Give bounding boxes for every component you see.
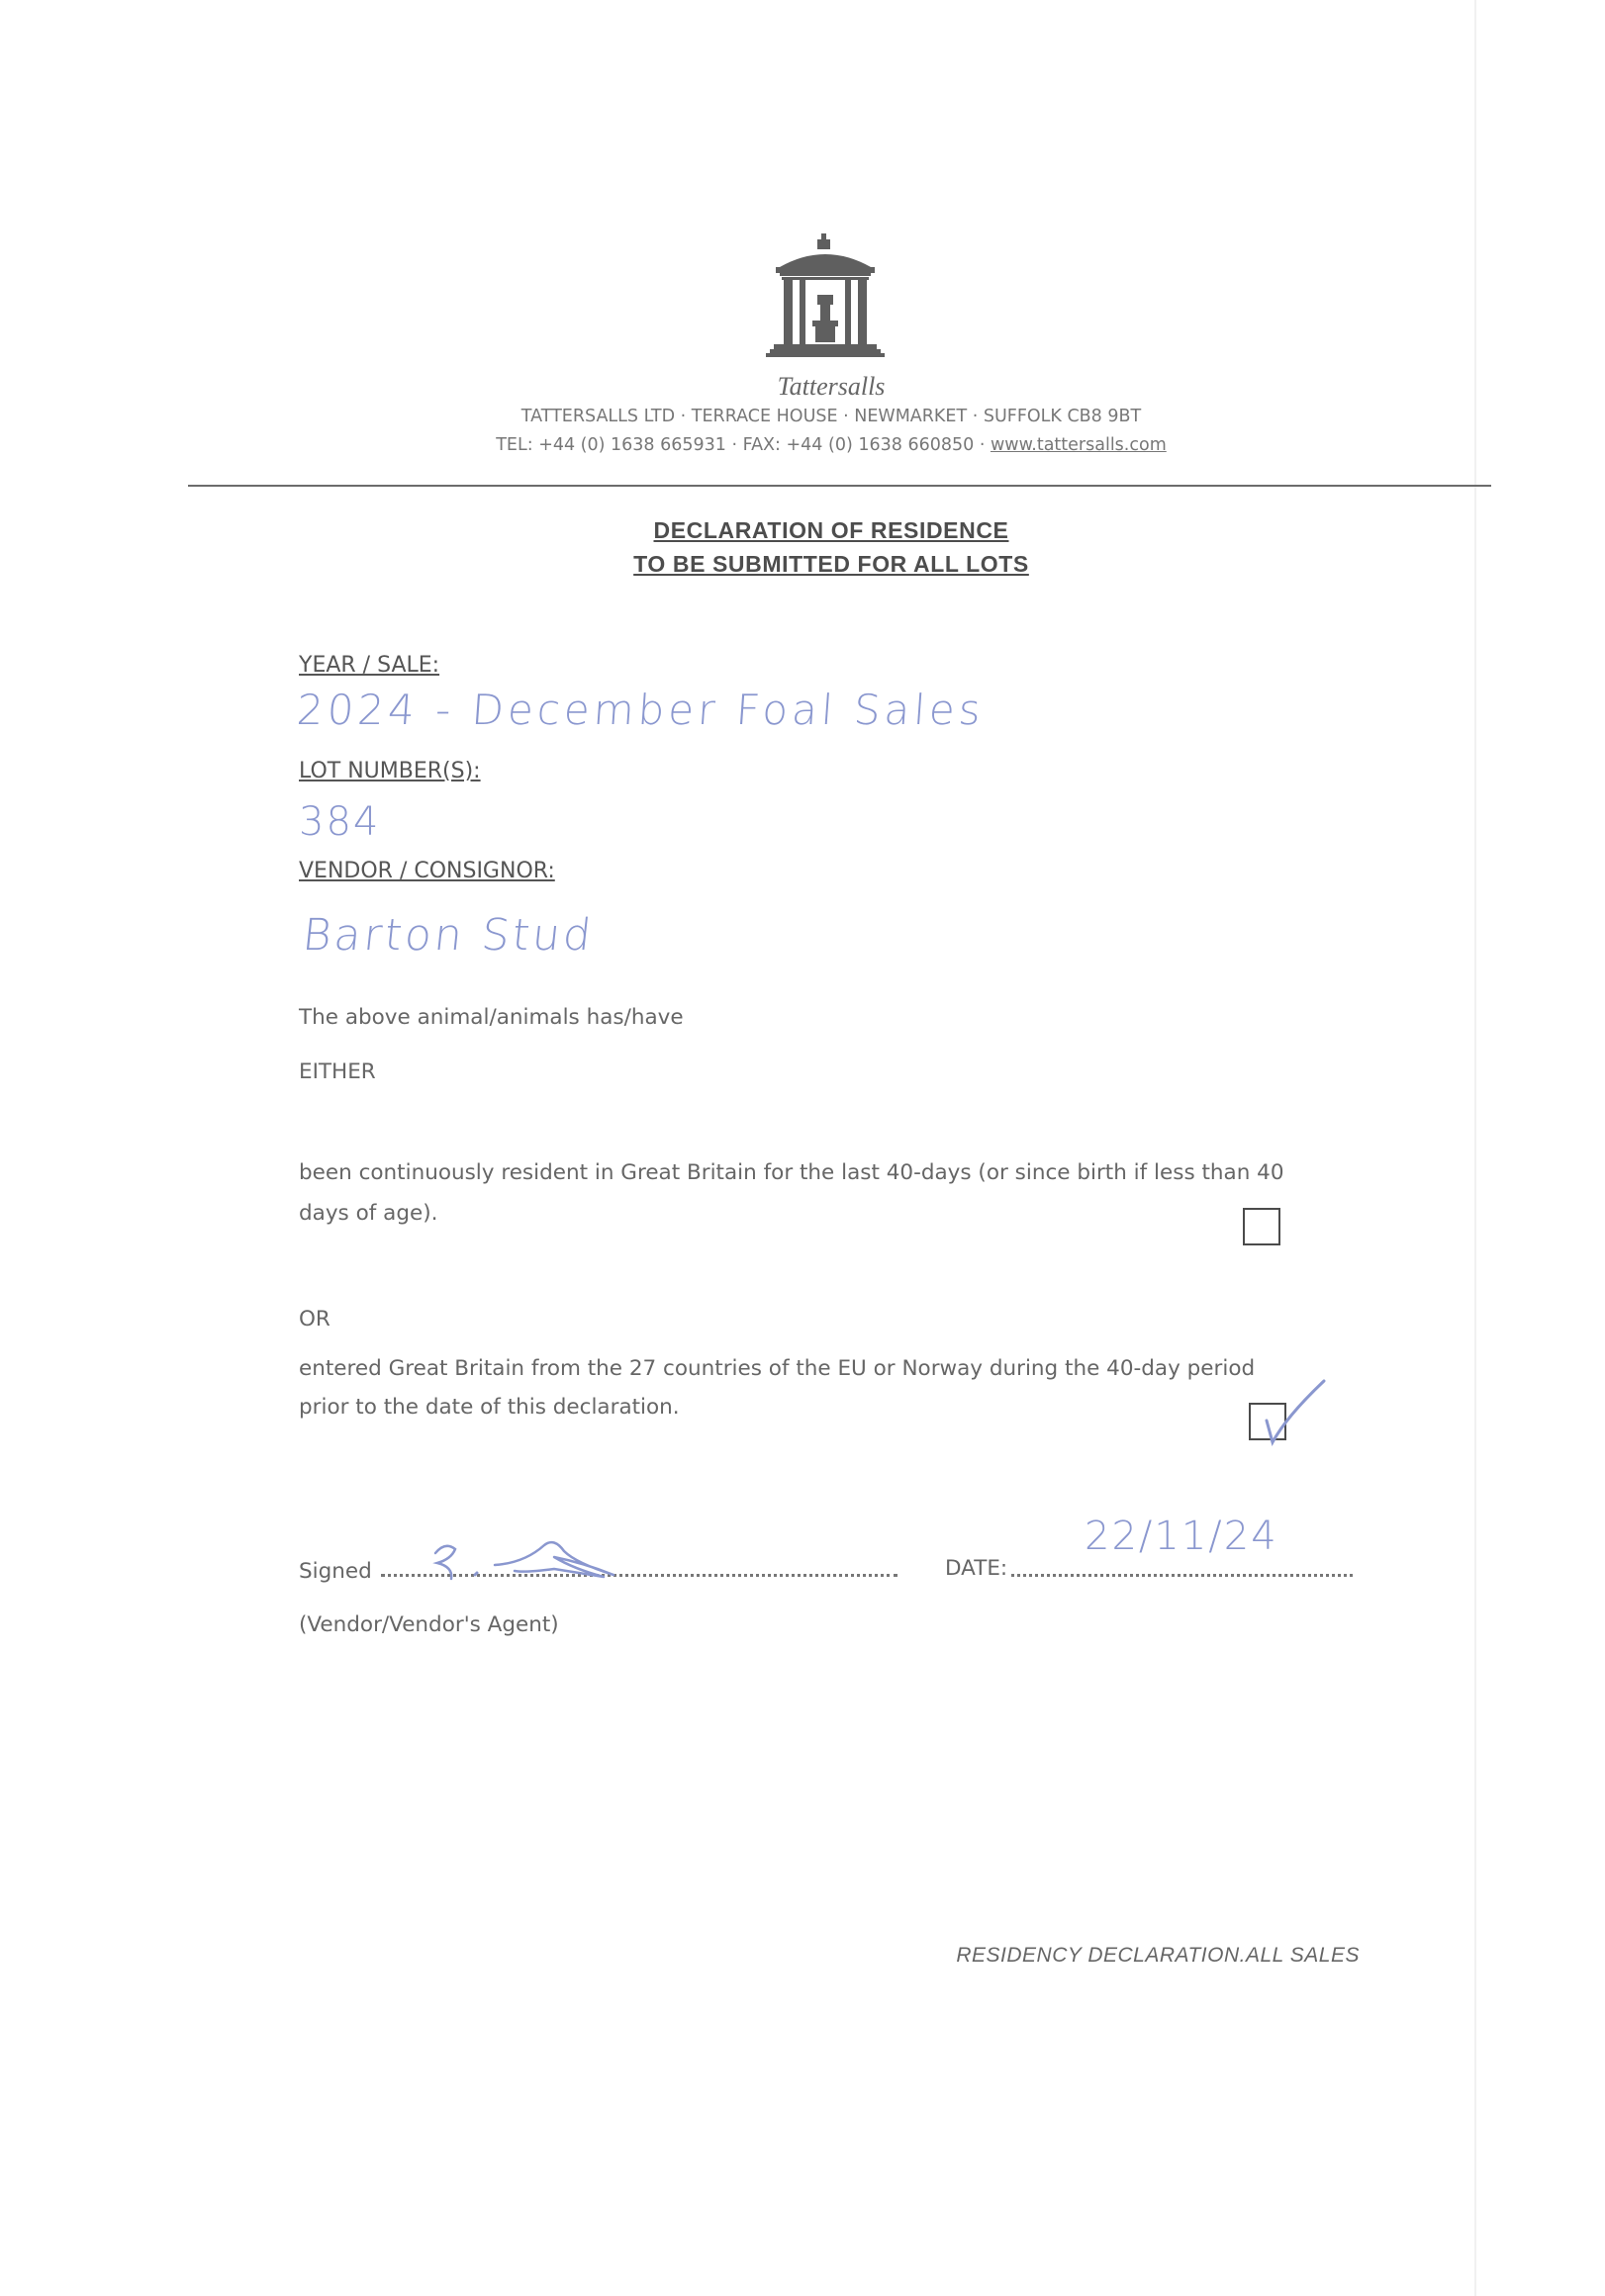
- year-sale-label: YEAR / SALE:: [299, 653, 440, 678]
- intro-text: The above animal/animals has/have: [299, 1005, 684, 1030]
- form-reference-footer: RESIDENCY DECLARATION.ALL SALES: [956, 1944, 1360, 1967]
- header-divider: [188, 485, 1491, 487]
- date-field[interactable]: 22/11/24: [1085, 1514, 1278, 1559]
- option2-text-line1: entered Great Britain from the 27 countries of the EU or Norway during the 40-day period: [299, 1356, 1256, 1381]
- vendor-agent-note: (Vendor/Vendor's Agent): [299, 1612, 559, 1637]
- or-label: OR: [299, 1307, 330, 1332]
- signature-scribble: [406, 1523, 623, 1593]
- vendor-consignor-label: VENDOR / CONSIGNOR:: [299, 859, 555, 883]
- checkmark-icon: [1247, 1377, 1336, 1450]
- lot-number-label: LOT NUMBER(S):: [299, 759, 481, 783]
- document-subtitle: TO BE SUBMITTED FOR ALL LOTS: [633, 551, 1029, 577]
- lot-number-field[interactable]: 384: [299, 799, 381, 845]
- year-sale-field[interactable]: 2024 - December Foal Sales: [295, 686, 987, 734]
- tattersalls-logo-icon: [766, 233, 885, 370]
- option1-text-line2: days of age).: [299, 1201, 438, 1226]
- contact-phone-fax: TEL: +44 (0) 1638 665931 · FAX: +44 (0) 1638 660850 ·: [496, 435, 991, 455]
- date-label: DATE:: [945, 1556, 1008, 1581]
- signed-label: Signed: [299, 1559, 372, 1584]
- page-edge: [1474, 0, 1476, 2296]
- contact-line: [0, 435, 1605, 455]
- either-label: EITHER: [299, 1059, 376, 1084]
- website-link[interactable]: www.tattersalls.com: [990, 435, 1167, 455]
- vendor-consignor-field[interactable]: Barton Stud: [300, 910, 597, 961]
- brand-name: Tattersalls: [777, 372, 886, 401]
- address-line: TATTERSALLS LTD · TERRACE HOUSE · NEWMARKET · SUFFOLK CB8 9BT: [520, 407, 1142, 426]
- option1-text-line1: been continuously resident in Great Britain for the last 40-days (or since birth if less than 40: [299, 1160, 1284, 1185]
- option2-text-line2: prior to the date of this declaration.: [299, 1395, 680, 1420]
- option1-checkbox[interactable]: [1243, 1208, 1280, 1245]
- document-title: DECLARATION OF RESIDENCE: [653, 517, 1009, 543]
- date-line[interactable]: [1011, 1574, 1353, 1577]
